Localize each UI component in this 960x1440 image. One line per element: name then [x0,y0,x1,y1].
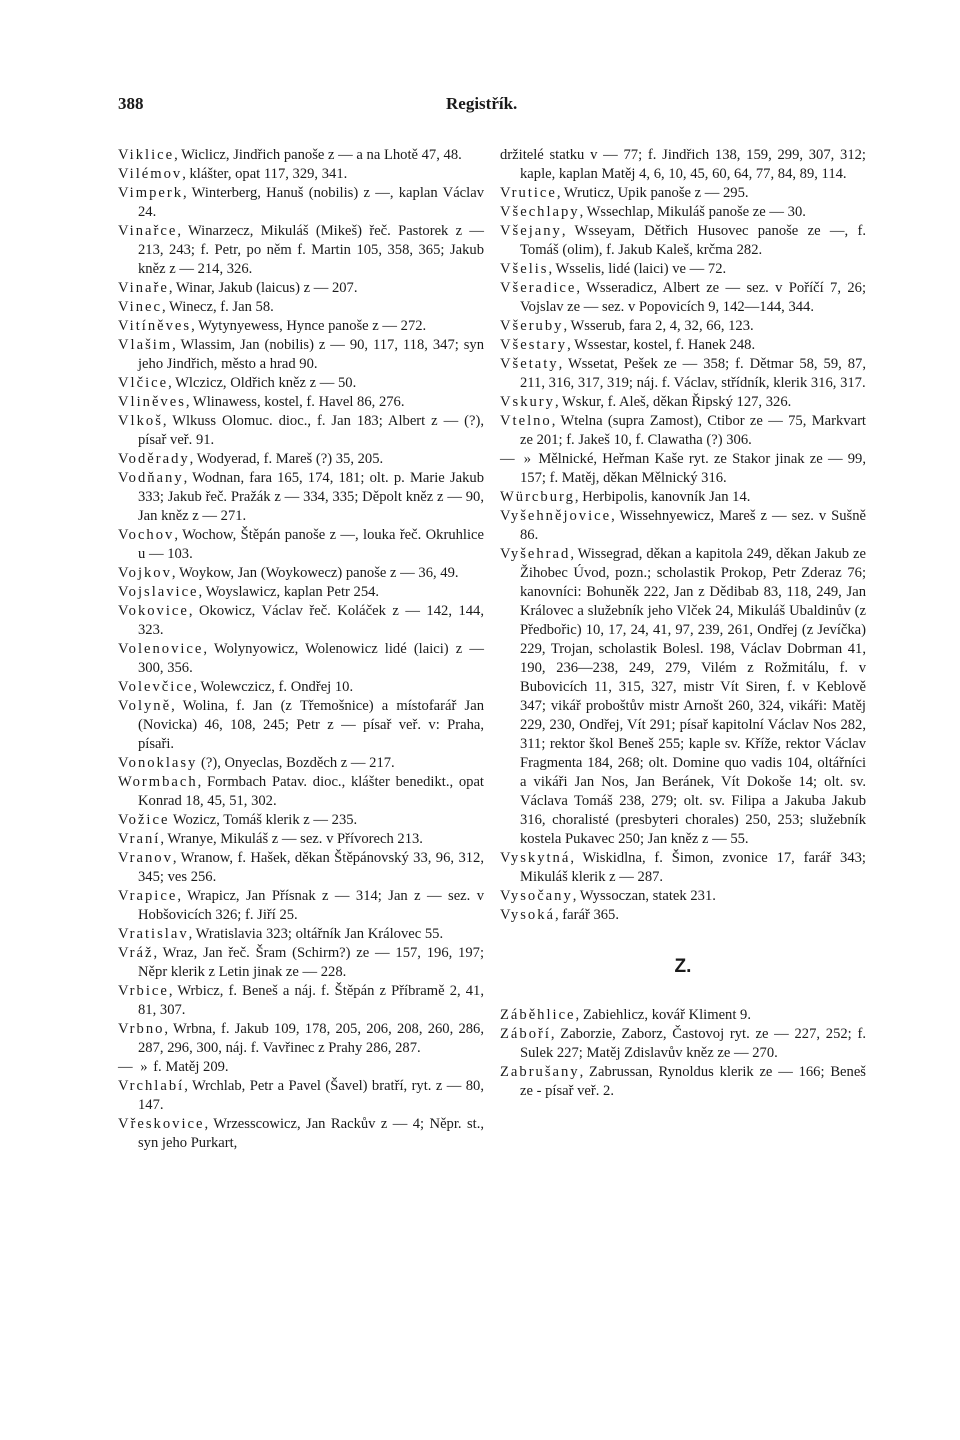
index-entry [118,336,484,374]
entry-text: , Wruticz, Upik panoše z — 295. [556,185,749,201]
index-entry [500,887,866,906]
entry-term: Vskury [500,394,555,410]
entry-text: , Okowicz, Václav řeč. Koláček z — 142, 144, 323. [138,603,484,638]
entry-text: , Wytynyewess, Hynce panoše z — 272. [191,318,427,334]
index-entry [118,165,484,184]
entry-text: , Wodnan, fara 165, 174, 181; olt. p. Marie Jakub 333; Jakub řeč. Pražák z — 334, 335; Děpolt kněz z — 90, Jan kněz z — 271. [138,470,484,524]
entry-term: Záběhlice [500,1007,576,1023]
entry-term: Všeruby [500,318,564,334]
index-column-left [118,146,484,1153]
entry-text: , Herbipolis, kanovník Jan 14. [574,489,751,505]
index-entry [500,1006,866,1025]
entry-text: , Wsseyam, Dětřich Husovec panoše ze —, f. Tomáš (olim), f. Jakub Kaleš, krčma 282. [520,223,866,258]
index-entry [500,488,866,507]
entry-term: Wormbach [118,774,198,790]
entry-text: , Wrzesscowicz, Jan Rackův z — 4; Něpr. st., syn jeho Purkart, [138,1116,484,1151]
index-entry [500,203,866,222]
entry-text: , klášter, opat 117, 329, 341. [182,166,348,182]
entry-text: , Wodyerad, f. Mareš (?) 35, 205. [189,451,384,467]
entry-term: Vráž [118,945,154,961]
entry-text: , Winecz, f. Jan 58. [161,299,274,315]
index-entry [118,678,484,697]
entry-term: Vrchlabí [118,1078,185,1094]
entry-term: — » [118,1059,150,1075]
entry-text: , Wraz, Jan řeč. Šram (Schirm?) ze — 157, 196, 197; Něpr klerik z Letin jinak ze — 228. [138,945,484,980]
entry-text: , Wlassim, Jan (nobilis) z — 90, 117, 118, 347; syn jeho Jindřich, město a hrad 90. [138,337,484,372]
entry-text: , farář 365. [554,907,619,923]
index-column-right [500,146,866,1101]
entry-text: , Wskur, f. Aleš, děkan Řipský 127, 326. [554,394,792,410]
index-entry [118,1077,484,1115]
index-entry [118,982,484,1020]
entry-term: Vtelno [500,413,552,429]
entry-text: , Wiclicz, Jindřich panoše z — a na Lhotě 47, 48. [174,147,462,163]
index-entry [500,507,866,545]
index-entry [118,222,484,279]
entry-term: Záboří [500,1026,551,1042]
index-entry [118,298,484,317]
entry-term: Vojkov [118,565,172,581]
entry-text: , Winar, Jakub (laicus) z — 207. [168,280,358,296]
entry-term: Všeradice [500,280,577,296]
entry-term: Vokovice [118,603,189,619]
index-entry [118,146,484,165]
entry-text: , Woyslawicz, kaplan Petr 254. [198,584,380,600]
index-entry [500,393,866,412]
entry-term: Všelis [500,261,549,277]
index-entry [500,412,866,450]
page-number: 388 [118,94,144,113]
entry-term: Volenovice [118,641,204,657]
entry-term: Vonoklasy [118,755,198,771]
index-entry [118,944,484,982]
index-entries-v [500,146,866,925]
entry-term: Vrbno [118,1021,165,1037]
index-entry [118,830,484,849]
index-entry [118,393,484,412]
entry-text: , Wssechlap, Mikuláš panoše ze — 30. [579,204,806,220]
index-entry [118,640,484,678]
entry-text: , Wlczicz, Oldřich kněz z — 50. [168,375,357,391]
index-entry [500,146,866,184]
entry-text: , Zabrussan, Rynoldus klerik ze — 166; Beneš ze - písař veř. 2. [520,1064,866,1099]
entry-text: , Wrapicz, Jan Přísnak z — 314; Jan z — sez. v Hobšovicích 326; f. Jiří 25. [138,888,484,923]
entry-term: Vinařce [118,223,178,239]
entry-text: , Wiskidlna, f. Šimon, zvonice 17, farář 343; Mikuláš klerik z — 287. [520,850,866,885]
entry-text: , Wssetat, Pešek ze — 358; f. Dětmar 58, 59, 87, 211, 316, 317, 319; náj. f. Václav, střídník, klerik 316, 317. [520,356,866,391]
entry-term: Voděrady [118,451,190,467]
entry-term: Vrutice [500,185,557,201]
section-heading-z: Z. [674,956,692,977]
index-entry [118,583,484,602]
index-entry [500,260,866,279]
index-entry [118,1115,484,1153]
index-entry [118,849,484,887]
entry-text: , Wlinawess, kostel, f. Havel 86, 276. [185,394,405,410]
entry-term: Vlčice [118,375,169,391]
entry-term: Vilémov [118,166,183,182]
entry-term: Vrapice [118,888,178,904]
entry-text: , Wissegrad, děkan a kapitola 249, děkan Jakub ze Žihobec Úvod, pozn.; scholastik Prokop, Petr Zderaz 76; kanovníci: Bohuněk 222, Jan z Dědibab 83, 118, 249, Jan Královec a služebník jeho Vlček 24, Mikuláš Ubaldinův (z Předbořic) 10, 17, 24, 41, 97, 239, 261, Ondřej (z Jevíčka) 229, Trojan, scholastik Bolesl. 198, Václav Dobrman 41, 190, 236—238, 249, 279, Vilém z Rožmitálu, f. v Bubovicích 11, 315, 327, mistr Vít Siren, f. v Keblově 347; vikář proboštův mistr Arnošt 260, 324, vikáři: Matěj 229, 230, Ondřej, Vít 291; písař kapitolní Václav Nos 282, 311; rektor škol Beneš 255; kaple sv. Kříže, rektor Václav Fragmenta 184, 268; olt. Domine quo vadis 104, oltářníci a vikáři Jan Nos, Jan Beránek, Vít Dokoše 14; olt. sv. Václava Tomáš 238, 279; olt. sv. Filipa a Jakuba Jakub 316, choralisté (presbyteri chorales) 250, 253; služebník kostela Pukavec 250; Jan kněz z — 55. [520,546,866,847]
index-entry [118,925,484,944]
entry-text: , Zaborzie, Zaborz, Častovoj ryt. ze — 227, 252; f. Sulek 227; Matěj Zdislavův kněz ze — 270. [520,1026,866,1061]
entry-text: , Wsselis, lidé (laici) ve — 72. [548,261,727,277]
index-entry [118,887,484,925]
entry-text: , Wtelna (supra Zamost), Ctibor ze — 75, Markvart ze 201; f. Jakeš 10, f. Clawatha (?) 306. [520,413,866,448]
entry-term: Vojslavice [118,584,199,600]
entry-term: Všechlapy [500,204,580,220]
entry-term: Vyskytná [500,850,571,866]
entry-term: Vimperk [118,185,183,201]
entry-term: Würcburg [500,489,575,505]
entry-term: Zabrušany [500,1064,580,1080]
entry-text: Mělnické, Heřman Kaše ryt. ze Stakor jinak ze — 99, 157; f. Matěj, děkan Mělnický 316. [520,451,866,486]
index-entry [118,450,484,469]
entry-text: f. Matěj 209. [149,1059,229,1075]
entry-term: Vyšehrad [500,546,571,562]
entry-text: , Wssestar, kostel, f. Hanek 248. [567,337,756,353]
index-entry [118,526,484,564]
entry-text: Wozicz, Tomáš klerik z — 235. [169,812,358,828]
entry-term: Všejany [500,223,562,239]
entry-term: Všestary [500,337,568,353]
entry-term: Všetaty [500,356,559,372]
entry-term: Vrbice [118,983,169,999]
entry-term: Vyšehnějovice [500,508,612,524]
entry-term: Vřeskovice [118,1116,205,1132]
entry-text: , Wissehnyewicz, Mareš z — sez. v Sušně 86. [520,508,866,543]
entry-text: , Zabiehlicz, kovář Kliment 9. [575,1007,752,1023]
entry-text: , Wolina, f. Jan (z Třemošnice) a místofarář Jan (Novicka) 46, 108, 245; Petr z — písař veř. v: Praha, písaři. [138,698,484,752]
index-entry [500,222,866,260]
entry-text: , Wsseradicz, Albert ze — sez. v Poříčí 7, 26; Vojslav ze — sez. v Popovicích 9, 142—144, 344. [520,280,866,315]
entry-text: , Wochow, Štěpán panoše z —, louka řeč. Okruhlice u — 103. [138,527,484,562]
index-entry [118,184,484,222]
entry-term: Vinec [118,299,162,315]
index-entry [500,849,866,887]
entry-text: , Wlkuss Olomuc. dioc., f. Jan 183; Albert z — (?), písař veř. 91. [138,413,484,448]
entry-term: Vratislav [118,926,189,942]
entry-text: , Winarzecz, Mikuláš (Mikeš) řeč. Pastorek z — 213, 243; f. Petr, po něm f. Martin 105, 358, 365; Jakub kněz z — 214, 326. [138,223,484,277]
entry-text: , Wratislavia 323; oltářník Jan Královec 55. [188,926,444,942]
index-entry [118,317,484,336]
entry-text: , Wrbicz, f. Beneš a náj. f. Štěpán z Příbramě 2, 41, 81, 307. [138,983,484,1018]
index-entry [500,184,866,203]
entry-term: Vysoká [500,907,555,923]
index-entry [500,450,866,488]
index-entry [118,754,484,773]
index-entry [500,545,866,849]
index-entry [118,279,484,298]
entry-term: Vranov [118,850,173,866]
entry-term: Vinaře [118,280,169,296]
index-entry [118,564,484,583]
index-entry [118,469,484,526]
entry-term: Vožice [118,812,170,828]
entry-term: Vitíněves [118,318,192,334]
index-entry [500,317,866,336]
entry-term: Vochov [118,527,175,543]
entry-term: Vlašim [118,337,173,353]
entry-term: Vlkoš [118,413,163,429]
entry-text: , Formbach Patav. dioc., klášter benedikt., opat Konrad 18, 45, 51, 302. [138,774,484,809]
entry-term: Volevčice [118,679,194,695]
index-entry [118,374,484,393]
entry-text: , Woykow, Jan (Woykowecz) panoše z — 36, 49. [171,565,459,581]
entry-text: , Wyssoczan, statek 231. [572,888,716,904]
entry-term: Viklice [118,147,175,163]
entry-term: — » [500,451,534,467]
running-title: Registřík. [446,94,518,113]
entry-text: , Wranow, f. Hašek, děkan Štěpánovský 33, 96, 312, 345; ves 256. [138,850,484,885]
entry-text: , Wolynyowicz, Wolenowicz lidé (laici) z — 300, 356. [138,641,484,676]
index-entry [118,1020,484,1058]
entry-term: Vliněves [118,394,186,410]
entry-text: , Winterberg, Hanuš (nobilis) z —, kaplan Václav 24. [138,185,484,220]
index-entry [500,906,866,925]
entry-text: držitelé statku v — 77; f. Jindřich 138, 159, 299, 307, 312; kaple, kaplan Matěj 4, 6, 10, 45, 60, 64, 77, 84, 89, 114. [500,147,866,182]
index-entry [500,279,866,317]
page-header [118,94,858,118]
entry-term: Vraní [118,831,161,847]
entry-text: (?), Onyeclas, Bozděch z — 217. [197,755,395,771]
index-entry [500,1025,866,1063]
entry-text: , Wsserub, fara 2, 4, 32, 66, 123. [563,318,754,334]
index-entry [118,697,484,754]
index-entry [500,336,866,355]
entry-text: , Wranye, Mikuláš z — sez. v Přívorech 213. [160,831,423,847]
entry-text: , Wrchlab, Petr a Pavel (Šavel) bratří, ryt. z — 80, 147. [138,1078,484,1113]
entry-term: Vodňany [118,470,184,486]
entry-term: Vysočany [500,888,573,904]
entry-text: , Wolewczicz, f. Ondřej 10. [193,679,354,695]
index-entry [500,1063,866,1101]
index-entry [500,355,866,393]
index-entry [118,811,484,830]
index-entry [118,412,484,450]
entry-text: , Wrbna, f. Jakub 109, 178, 205, 206, 208, 260, 286, 287, 296, 300, náj. f. Vavřinec z Prahy 286, 287. [138,1021,484,1056]
index-entry [118,1058,484,1077]
entry-term: Volyně [118,698,172,714]
index-entries-z [500,1006,866,1101]
index-entry [118,773,484,811]
index-entry [118,602,484,640]
